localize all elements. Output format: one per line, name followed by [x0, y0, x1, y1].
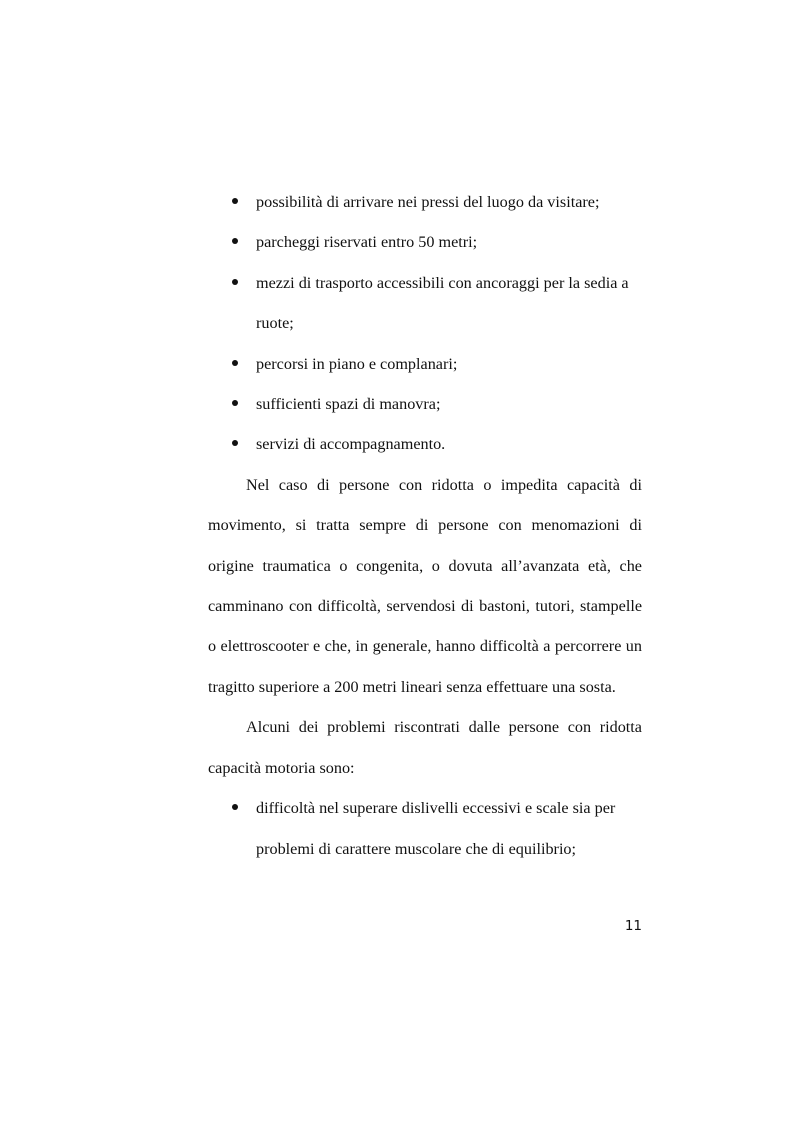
list-item [208, 384, 642, 424]
bullet-icon [232, 279, 238, 285]
list-item-text: possibilità di arrivare nei pressi del luogo da visitare; [256, 193, 600, 211]
bullet-icon [232, 360, 238, 366]
bullet-icon [232, 400, 238, 406]
list-item [208, 263, 642, 344]
paragraph-problems-intro: Alcuni dei problemi riscontrati dalle persone con ridotta capacità motoria sono: [208, 718, 642, 777]
page-body [208, 182, 642, 869]
list-item [208, 788, 642, 869]
list-item-text: percorsi in piano e complanari; [256, 354, 458, 373]
paragraph-movement: Nel caso di persone con ridotta o impedita capacità di movimento, si tratta sempre di persone con menomazioni di origine traumatica o congenita, o dovuta all’avanzata età, che camminano con difficoltà, servendosi di bastoni, tutori, stampelle o elettroscooter e che, in generale, hanno difficoltà a percorrere un tragitto superiore a 200 metri lineari senza effettuare una sosta. [208, 475, 642, 696]
page-number: 11 [624, 918, 642, 934]
bullet-icon [232, 440, 238, 446]
list-item [208, 424, 642, 464]
list-item-text: servizi di accompagnamento. [256, 435, 446, 454]
list-item-text: mezzi di trasporto accessibili con ancoraggi per la sedia a ruote; [256, 273, 629, 333]
bullet-list-bottom [208, 788, 642, 869]
bullet-list-top [208, 182, 642, 465]
bullet-icon [232, 198, 238, 204]
list-item-text: parcheggi riservati entro 50 metri; [256, 233, 478, 252]
bullet-icon [232, 804, 238, 810]
list-item [208, 222, 642, 262]
bullet-icon [232, 238, 238, 244]
list-item [208, 344, 642, 384]
list-item-text: difficoltà nel superare dislivelli eccessivi e scale sia per problemi di carattere muscolare che di equilibrio; [256, 799, 616, 858]
list-item-text: sufficienti spazi di manovra; [256, 395, 441, 414]
list-item [208, 182, 642, 222]
